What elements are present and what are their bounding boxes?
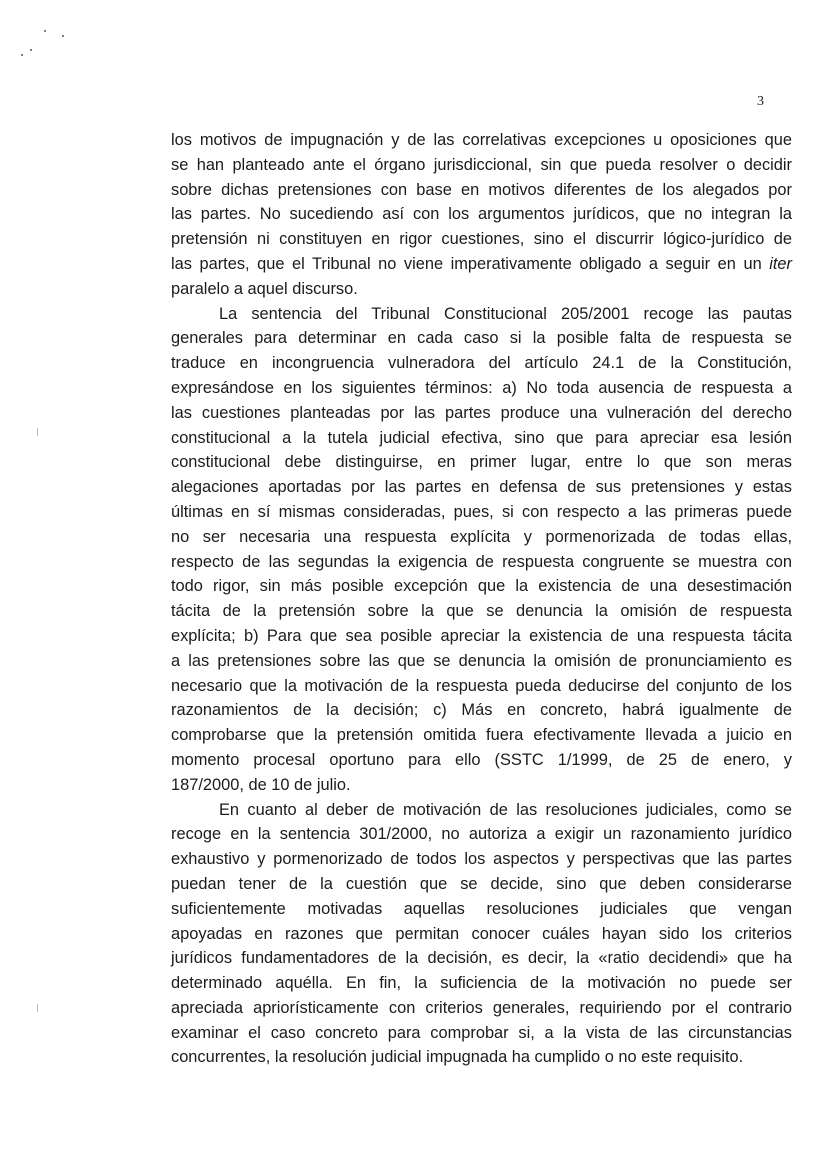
text-line: respecto de las segundas la exigencia de respuesta congruente se muestra con bbox=[171, 552, 792, 571]
body-text bbox=[171, 128, 792, 1070]
text-line: se han planteado ante el órgano jurisdiccional, sin que pueda resolver o decidir bbox=[171, 155, 792, 174]
scan-margin-mark bbox=[37, 1004, 38, 1012]
text-line: suficientemente motivadas aquellas resoluciones judiciales que vengan bbox=[171, 899, 792, 918]
text-line: los motivos de impugnación y de las correlativas excepciones u oposiciones que bbox=[171, 131, 792, 149]
text-line: apreciada apriorísticamente con criterios generales, requiriendo por el contrario bbox=[171, 998, 792, 1017]
page-number: 3 bbox=[757, 94, 764, 109]
text-line: tácita de la pretensión sobre la que se denuncia la omisión de respuesta bbox=[171, 602, 792, 621]
text-line: todo rigor, sin más posible excepción que la existencia de una desestimación bbox=[171, 577, 792, 596]
text-line: las partes. No sucediendo así con los argumentos jurídicos, que no integran la bbox=[171, 205, 792, 224]
text-line: apoyadas en razones que permitan conocer cuáles hayan sido los criterios bbox=[171, 924, 792, 943]
text-line: 187/2000, de 10 de julio. bbox=[171, 775, 351, 794]
text-line: constitucional debe distinguirse, en primer lugar, entre lo que son meras bbox=[171, 453, 792, 472]
text-line: sobre dichas pretensiones con base en motivos diferentes de los alegados por bbox=[171, 180, 792, 199]
text-line: constitucional a la tutela judicial efectiva, sino que para apreciar esa lesión bbox=[171, 428, 792, 447]
text-line: puedan tener de la cuestión que se decide, sino que deben considerarse bbox=[171, 874, 792, 893]
text-line: razonamientos de la decisión; c) Más en concreto, habrá igualmente de bbox=[171, 701, 792, 720]
text-line: momento procesal oportuno para ello (SSTC 1/1999, de 25 de enero, y bbox=[171, 750, 792, 769]
italic-term: iter bbox=[769, 254, 792, 273]
text-line: traduce en incongruencia vulneradora del artículo 24.1 de la Constitución, bbox=[171, 354, 792, 373]
text-line: explícita; b) Para que sea posible apreciar la existencia de una respuesta tácita bbox=[171, 626, 792, 645]
text-line: exhaustivo y pormenorizado de todos los aspectos y perspectivas que las partes bbox=[171, 850, 792, 869]
paragraph-1 bbox=[171, 128, 792, 302]
scan-speck bbox=[44, 30, 46, 32]
text-line: expresándose en los siguientes términos: a) No toda ausencia de respuesta a bbox=[171, 378, 792, 397]
text-line: paralelo a aquel discurso. bbox=[171, 279, 358, 298]
text-line: concurrentes, la resolución judicial impugnada ha cumplido o no este requisito. bbox=[171, 1048, 744, 1067]
paragraph-2 bbox=[171, 302, 792, 798]
scan-speck bbox=[30, 49, 32, 51]
text-line: jurídicos fundamentadores de la decisión, es decir, la «ratio decidendi» que ha bbox=[171, 949, 792, 968]
text-line: últimas en sí mismas consideradas, pues, si con respecto a las primeras puede bbox=[171, 502, 792, 521]
text-line: las cuestiones planteadas por las partes produce una vulneración del derecho bbox=[171, 403, 792, 422]
text-fragment: las partes, que el Tribunal no viene imperativamente obligado a seguir en un bbox=[171, 254, 770, 273]
text-line: recoge en la sentencia 301/2000, no autoriza a exigir un razonamiento jurídico bbox=[171, 825, 792, 844]
text-line: En cuanto al deber de motivación de las resoluciones judiciales, como se bbox=[219, 800, 792, 819]
text-line: no ser necesaria una respuesta explícita y pormenorizada de todas ellas, bbox=[171, 527, 792, 546]
text-line: pretensión ni constituyen en rigor cuestiones, sino el discurrir lógico-jurídico de bbox=[171, 230, 792, 249]
text-line: necesario que la motivación de la respuesta pueda deducirse del conjunto de los bbox=[171, 676, 792, 695]
scan-speck bbox=[21, 54, 23, 56]
scan-speck bbox=[62, 35, 64, 37]
text-line: a las pretensiones sobre las que se denuncia la omisión de pronunciamiento es bbox=[171, 651, 792, 670]
text-line: comprobarse que la pretensión omitida fuera efectivamente llevada a juicio en bbox=[171, 726, 792, 745]
text-line: determinado aquélla. En fin, la suficiencia de la motivación no puede ser bbox=[171, 974, 792, 993]
text-line: alegaciones aportadas por las partes en defensa de sus pretensiones y estas bbox=[171, 478, 792, 497]
paragraph-3 bbox=[171, 798, 792, 1071]
scan-margin-mark bbox=[37, 428, 38, 436]
text-line: examinar el caso concreto para comprobar si, a la vista de las circunstancias bbox=[171, 1023, 792, 1042]
text-line: La sentencia del Tribunal Constitucional 205/2001 recoge las pautas bbox=[219, 304, 792, 323]
text-line: generales para determinar en cada caso si la posible falta de respuesta se bbox=[171, 329, 792, 348]
text-line-with-italic bbox=[171, 252, 792, 277]
